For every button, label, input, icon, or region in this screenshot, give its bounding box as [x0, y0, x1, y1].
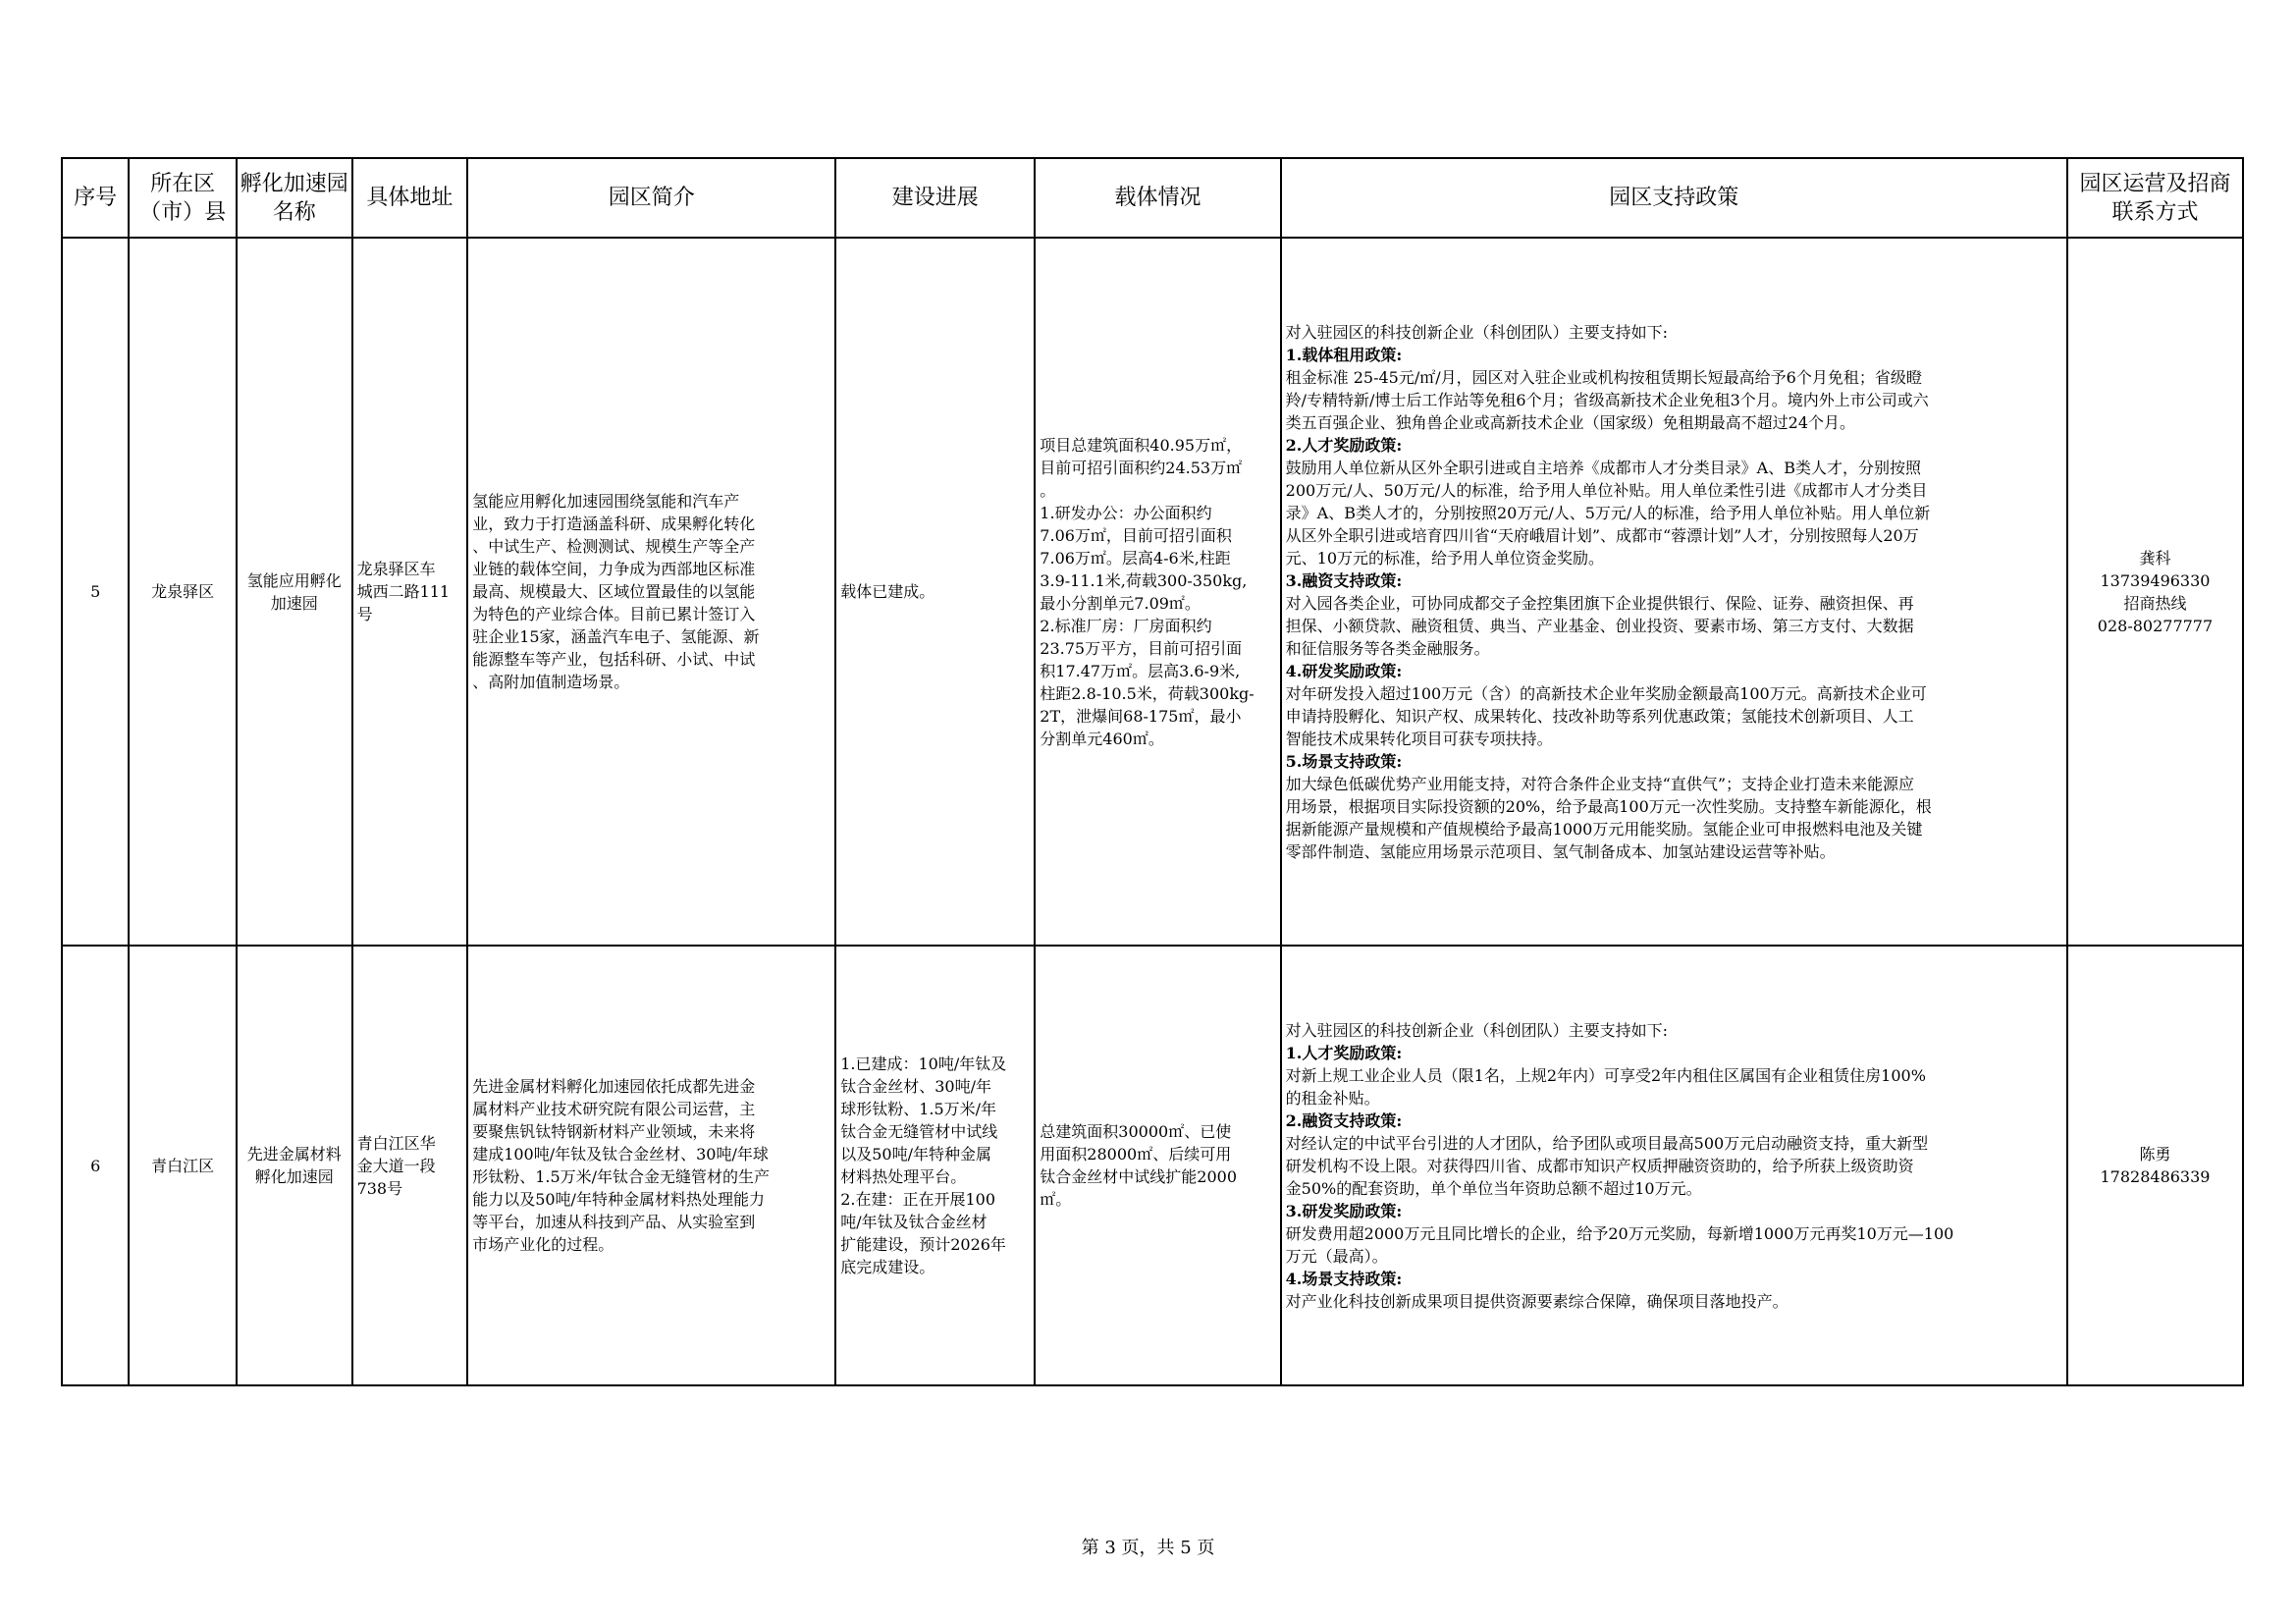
header-district: 所在区 （市）县 [129, 158, 237, 238]
page-footer: 第 3 页，共 5 页 [1081, 1538, 1215, 1558]
cell-name: 先进金属材料 孵化加速园 [237, 946, 352, 1385]
header-row [62, 158, 2243, 238]
header-policy: 园区支持政策 [1281, 158, 2067, 238]
cell-seq: 5 [62, 238, 129, 946]
header-name: 孵化加速园 名称 [237, 158, 352, 238]
cell-address: 龙泉驿区车 城西二路111 号 [352, 238, 468, 946]
cell-intro: 氢能应用孵化加速园围绕氢能和汽车产 业，致力于打造涵盖科研、成果孵化转化 、中试生产、检测测试、规模生产等全产 业链的载体空间，力争成为西部地区标准 最高、规模最大、区域位置最佳的以氢能 为特色的产业综合体。目前已累计签订入 驻企业15家，涵盖汽车电子、氢能源、新 能源整车等产业，包括科研、小试、中试 、高附加值制造场景。 [467, 238, 835, 946]
cell-progress: 1.已建成：10吨/年钛及 钛合金丝材、30吨/年 球形钛粉、1.5万米/年 钛合金无缝管材中试线 以及50吨/年特种金属 材料热处理平台。 2.在建：正在开展100 吨/年钛及钛合金丝材 扩能建设，预计2026年 底完成建设。 [835, 946, 1035, 1385]
cell-progress: 载体已建成。 [835, 238, 1035, 946]
header-carrier: 载体情况 [1035, 158, 1280, 238]
header-progress: 建设进展 [835, 158, 1035, 238]
policy-table [61, 157, 2244, 1386]
cell-contact: 龚科 13739496330 招商热线 028-80277777 [2067, 238, 2243, 946]
cell-district: 龙泉驿区 [129, 238, 237, 946]
cell-carrier: 总建筑面积30000㎡、已使 用面积28000㎡、后续可用 钛合金丝材中试线扩能2000 ㎡。 [1035, 946, 1280, 1385]
cell-contact: 陈勇 17828486339 [2067, 946, 2243, 1385]
header-address: 具体地址 [352, 158, 468, 238]
cell-intro: 先进金属材料孵化加速园依托成都先进金 属材料产业技术研究院有限公司运营，主 要聚焦钒钛特钢新材料产业领域，未来将 建成100吨/年钛及钛合金丝材、30吨/年球 形钛粉、1.5万米/年钛合金无缝管材的生产 能力以及50吨/年特种金属材料热处理能力 等平台，加速从科技到产品、从实验室到 市场产业化的过程。 [467, 946, 835, 1385]
cell-seq: 6 [62, 946, 129, 1385]
header-contact: 园区运营及招商 联系方式 [2067, 158, 2243, 238]
cell-district: 青白江区 [129, 946, 237, 1385]
header-seq: 序号 [62, 158, 129, 238]
table-row [62, 946, 2243, 1385]
cell-policy: 对入驻园区的科技创新企业（科创团队）主要支持如下: 1.载体租用政策: 租金标准 25-45元/㎡/月，园区对入驻企业或机构按租赁期长短最高给予6个月免租；省级瞪 羚/专精特新/博士后工作站等免租6个月；省级高新技术企业免租3个月。境内外上市公司或六 类五百强企业、独角兽企业或高新技术企业（国家级）免租期最高不超过24个月。 2.人才奖励政策: 鼓励用人单位新从区外全职引进或自主培养《成都市人才分类目录》A、B类人才，分别按照 200万元/人、50万元/人的标准，给予用人单位补贴。用人单位柔性引进《成都市人才分类目 录》A、B类人才的，分别按照20万元/人、5万元/人的标准，给予用人单位补贴。用人单位新 从区外全职引进或培育四川省“天府峨眉计划”、成都市“蓉漂计划”人才，分别按照每人20万 元、10万元的标准，给予用人单位资金奖励。 3.融资支持政策: 对入园各类企业，可协同成都交子金控集团旗下企业提供银行、保险、证券、融资担保、再 担保、小额贷款、融资租赁、典当、产业基金、创业投资、要素市场、第三方支付、大数据 和征信服务等各类金融服务。 4.研发奖励政策: 对年研发投入超过100万元（含）的高新技术企业年奖励金额最高100万元。高新技术企业可 申请持股孵化、知识产权、成果转化、技改补助等系列优惠政策；氢能技术创新项目、人工 智能技术成果转化项目可获专项扶持。 5.场景支持政策: 加大绿色低碳优势产业用能支持，对符合条件企业支持“直供气”；支持企业打造未来能源应 用场景，根据项目实际投资额的20%，给予最高100万元一次性奖励。支持整车新能源化，根 据新能源产量规模和产值规模给予最高1000万元用能奖励。氢能企业可申报燃料电池及关键 零部件制造、氢能应用场景示范项目、氢气制备成本、加氢站建设运营等补贴。 [1281, 238, 2067, 946]
table-row [62, 238, 2243, 946]
cell-name: 氢能应用孵化 加速园 [237, 238, 352, 946]
cell-carrier: 项目总建筑面积40.95万㎡， 目前可招引面积约24.53万㎡ 。 1.研发办公：办公面积约 7.06万㎡，目前可招引面积 7.06万㎡。层高4-6米,柱距 3.9-11.1米,荷载300-350kg, 最小分割单元7.09㎡。 2.标准厂房：厂房面积约 23.75万平方，目前可招引面 积17.47万㎡。层高3.6-9米, 柱距2.8-10.5米，荷载300kg- 2T，泄爆间68-175㎡，最小 分割单元460㎡。 [1035, 238, 1280, 946]
cell-policy: 对入驻园区的科技创新企业（科创团队）主要支持如下: 1.人才奖励政策: 对新上规工业企业人员（限1名，上规2年内）可享受2年内租住区属国有企业租赁住房100% 的租金补贴。 2.融资支持政策: 对经认定的中试平台引进的人才团队，给予团队或项目最高500万元启动融资支持，重大新型 研发机构不设上限。对获得四川省、成都市知识产权质押融资资助的，给予所获上级资助资 金50%的配套资助，单个单位当年资助总额不超过10万元。 3.研发奖励政策: 研发费用超2000万元且同比增长的企业，给予20万元奖励，每新增1000万元再奖10万元—100 万元（最高）。 4.场景支持政策: 对产业化科技创新成果项目提供资源要素综合保障，确保项目落地投产。 [1281, 946, 2067, 1385]
cell-address: 青白江区华 金大道一段 738号 [352, 946, 468, 1385]
header-intro: 园区简介 [467, 158, 835, 238]
